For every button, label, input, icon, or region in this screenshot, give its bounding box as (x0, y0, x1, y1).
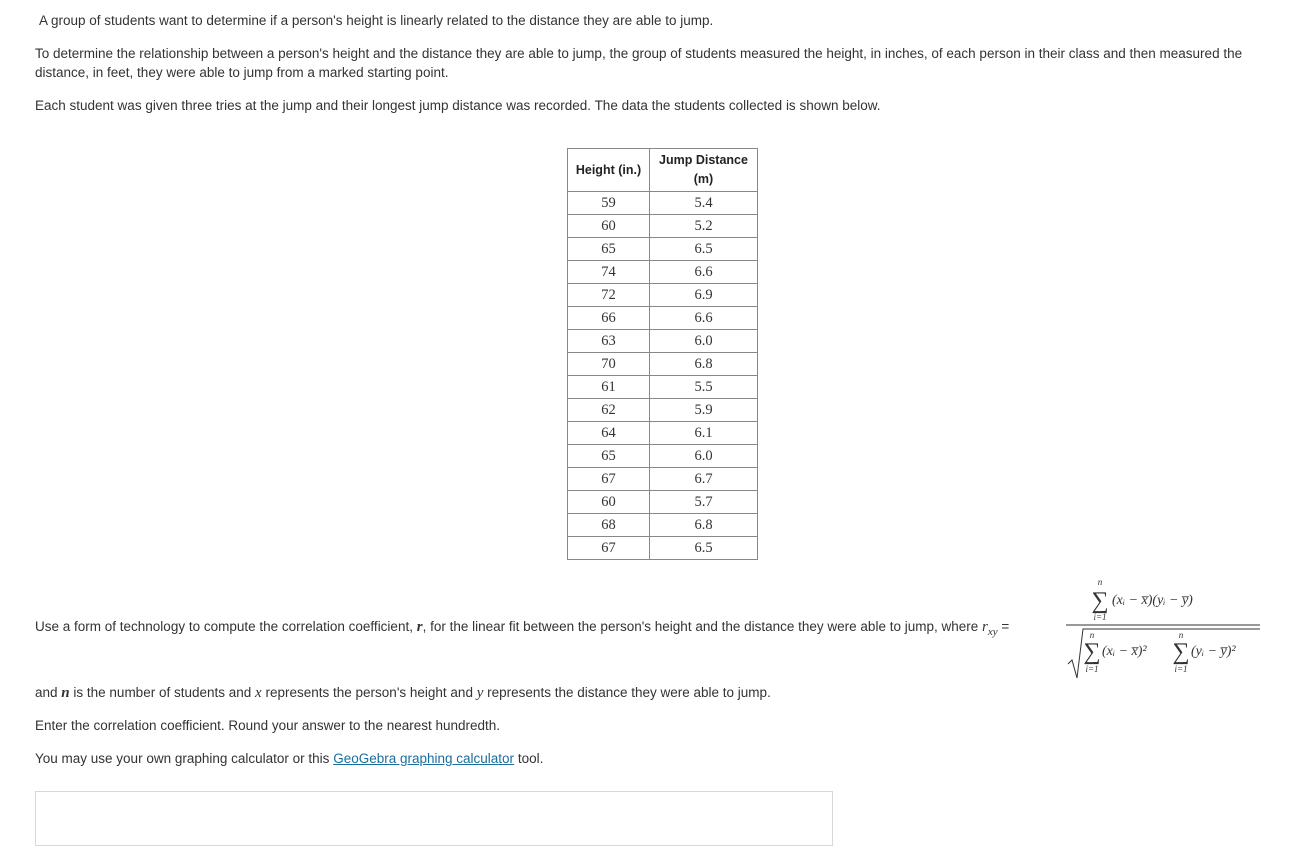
height-cell: 67 (568, 468, 650, 491)
use-text-2: , for the linear fit between the person's height and the distance they were able to jump, where (422, 619, 979, 634)
jump-cell: 6.5 (650, 238, 758, 261)
height-cell: 64 (568, 422, 650, 445)
jump-cell: 6.8 (650, 514, 758, 537)
geogebra-link[interactable]: GeoGebra graphing calculator (333, 751, 515, 766)
table-row (568, 192, 758, 215)
variable-definitions (35, 683, 771, 703)
table-row (568, 399, 758, 422)
may-text-2: tool. (517, 751, 544, 766)
jump-cell: 5.7 (650, 491, 758, 514)
jump-cell: 6.6 (650, 261, 758, 284)
x-symbol: x (255, 685, 262, 701)
height-cell: 59 (568, 192, 650, 215)
numerator-term: (xᵢ − x̅)(yᵢ − y̅) (1112, 593, 1193, 608)
and-text-3: represents the person's height and (265, 685, 473, 700)
table-header-row (568, 149, 758, 192)
height-cell: 67 (568, 537, 650, 560)
table-row (568, 238, 758, 261)
table-row (568, 307, 758, 330)
jump-cell: 5.2 (650, 215, 758, 238)
height-cell: 68 (568, 514, 650, 537)
jump-cell: 6.1 (650, 422, 758, 445)
denominator-term-y: (yᵢ − y̅)² (1191, 644, 1236, 659)
jump-cell: 6.0 (650, 445, 758, 468)
r-symbol: r (416, 619, 423, 635)
jump-cell: 6.9 (650, 284, 758, 307)
tries-paragraph: Each student was given three tries at the jump and their longest jump distance was recorded. The data the students collected is shown below. (35, 98, 881, 113)
and-text-1: and (35, 685, 58, 700)
table-row (568, 284, 758, 307)
jump-cell: 5.5 (650, 376, 758, 399)
header-jump-distance: Jump Distance (m) (650, 149, 758, 192)
jump-cell: 6.5 (650, 537, 758, 560)
den-sum-x-lower: i=1 (1085, 664, 1099, 674)
table-row (568, 491, 758, 514)
den-sigma-y: ∑ (1172, 639, 1190, 665)
height-cell: 74 (568, 261, 650, 284)
correlation-instructions (35, 617, 1009, 642)
table-row (568, 215, 758, 238)
y-symbol: y (476, 685, 484, 701)
num-sum-lower: i=1 (1093, 612, 1107, 622)
answer-input[interactable] (35, 791, 833, 846)
enter-instructions: Enter the correlation coefficient. Round your answer to the nearest hundredth. (35, 718, 501, 733)
jump-cell: 6.0 (650, 330, 758, 353)
height-cell: 63 (568, 330, 650, 353)
height-cell: 72 (568, 284, 650, 307)
height-cell: 61 (568, 376, 650, 399)
jump-cell: 6.6 (650, 307, 758, 330)
equals-sign: = (997, 619, 1010, 634)
correlation-formula (1064, 572, 1264, 682)
table-body (568, 192, 758, 560)
height-cell: 65 (568, 445, 650, 468)
height-cell: 66 (568, 307, 650, 330)
header-height: Height (in.) (568, 149, 650, 192)
data-table (567, 148, 758, 560)
denominator-term-x: (xᵢ − x̅)² (1102, 644, 1147, 659)
table-row (568, 261, 758, 284)
height-cell: 65 (568, 238, 650, 261)
and-text-2: is the number of students and (73, 685, 252, 700)
n-symbol: n (61, 685, 70, 701)
jump-cell: 6.7 (650, 468, 758, 491)
den-sigma-x: ∑ (1083, 639, 1101, 665)
jump-cell: 6.8 (650, 353, 758, 376)
height-cell: 70 (568, 353, 650, 376)
may-text-1: You may use your own graphing calculator or this (35, 751, 330, 766)
table-row (568, 514, 758, 537)
jump-cell: 5.4 (650, 192, 758, 215)
rxy-symbol: $r_{xy}$ (982, 619, 998, 638)
and-text-4: represents the distance they were able to jump. (487, 685, 771, 700)
table-row (568, 422, 758, 445)
height-cell: 60 (568, 215, 650, 238)
height-cell: 62 (568, 399, 650, 422)
table-row (568, 376, 758, 399)
table-row (568, 353, 758, 376)
num-sum-upper: n (1097, 577, 1103, 587)
calculator-note (35, 749, 543, 768)
table-row (568, 468, 758, 491)
jump-cell: 5.9 (650, 399, 758, 422)
table-row (568, 445, 758, 468)
den-sum-y-lower: i=1 (1174, 664, 1188, 674)
method-paragraph: To determine the relationship between a person's height and the distance they are able to jump, the group of students measured the height, in inches, of each person in their class and then measured the distance, in feet, they were able to jump from a marked starting point. (35, 46, 1243, 80)
den-sum-x-upper: n (1089, 630, 1095, 640)
use-text-1: Use a form of technology to compute the correlation coefficient, (35, 619, 413, 634)
table-row (568, 537, 758, 560)
den-sum-y-upper: n (1178, 630, 1184, 640)
height-cell: 60 (568, 491, 650, 514)
intro-paragraph: A group of students want to determine if a person's height is linearly related to the distance they are able to jump. (39, 13, 714, 28)
num-sigma: ∑ (1091, 588, 1109, 614)
table-row (568, 330, 758, 353)
